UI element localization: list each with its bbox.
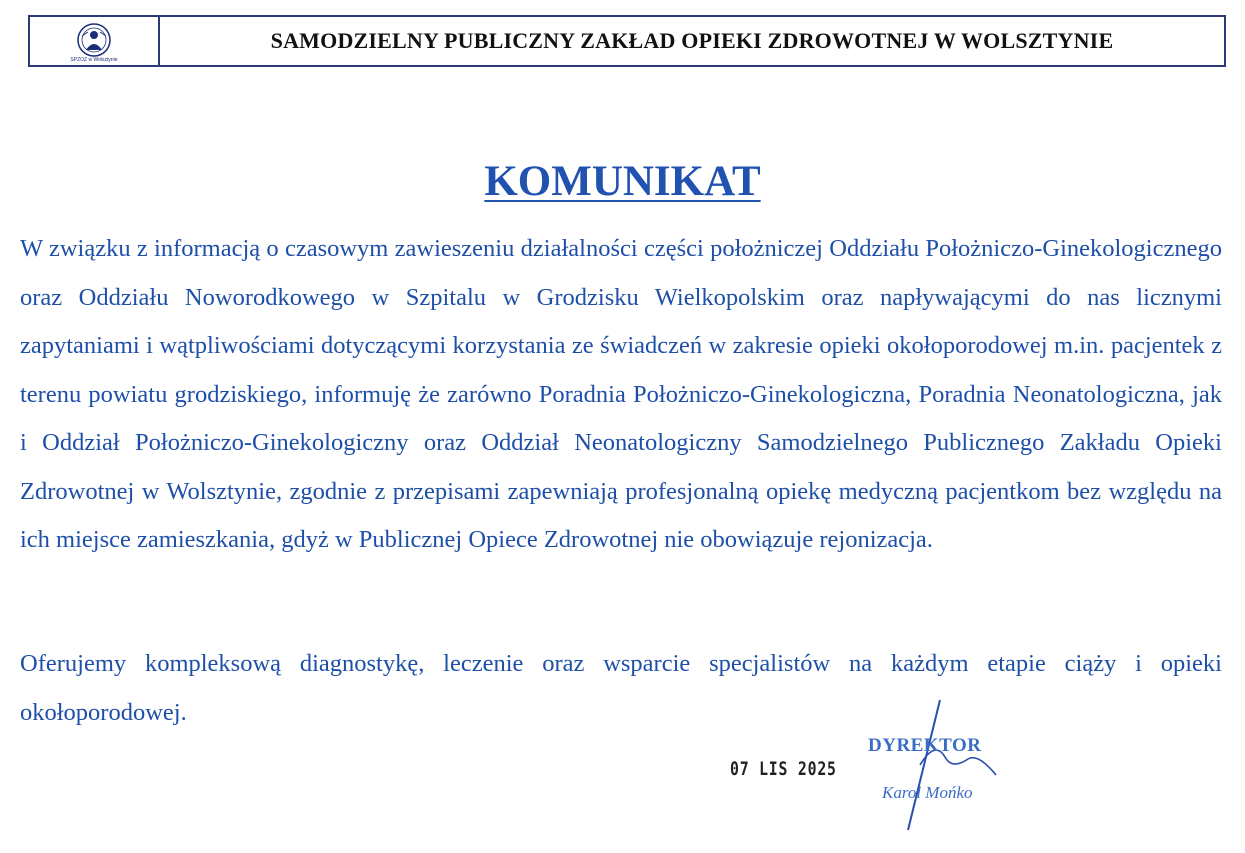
body-paragraph-1: W związku z informacją o czasowym zawieszeniu działalności części położniczej Oddziału Położniczo-Ginekologicznego oraz Oddziału Noworodkowego w Szpitalu w Grodzisku Wielkopolskim oraz napływającymi do nas licznymi zapytaniami i wątpliwościami dotyczącymi korzystania ze świadczeń w zakresie opieki okołoporodowej m.in. pacjentek z terenu powiatu grodziskiego, informuję że zarówno Poradnia Położniczo-Ginekologiczna, Poradnia Neonatologiczna, jak i Oddział Położniczo-Ginekologiczny oraz Oddział Neonatologiczny Samodzielnego Publicznego Zakładu Opieki Zdrowotnej w Wolsztynie, zgodnie z przepisami zapewniają profesjonalną opiekę medyczną pacjentkom bez względu na ich miejsce zamieszkania, gdyż w Publicznej Opiece Zdrowotnej nie obowiązuje rejonizacja.: [20, 235, 1222, 553]
logo-caption: SPZOZ w Wolsztynie: [70, 57, 118, 63]
hospital-logo-icon: [74, 22, 114, 58]
logo-cell: [30, 17, 160, 65]
director-name: Karol Mońko: [882, 783, 973, 802]
body-paragraph-2: Oferujemy kompleksową diagnostykę, leczenie oraz wsparcie specjalistów na każdym etapie ciąży i opieki okołoporodowej.: [20, 650, 1222, 726]
institution-name: SAMODZIELNY PUBLICZNY ZAKŁAD OPIEKI ZDROWOTNEJ W WOLSZTYNIE: [270, 28, 1114, 53]
date-stamp: 07 LIS 2025: [730, 758, 837, 780]
letterhead: [28, 15, 1226, 67]
handwritten-signature-icon: [890, 695, 1000, 835]
document-title: KOMUNIKAT: [484, 158, 761, 205]
director-title: DYREKTOR: [868, 735, 982, 756]
